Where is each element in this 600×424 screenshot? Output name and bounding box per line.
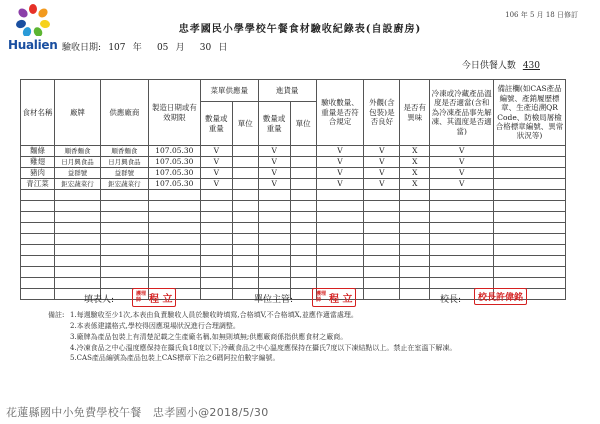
table-row xyxy=(21,168,566,179)
cell-cold: V xyxy=(430,179,494,190)
empty-cell xyxy=(21,190,55,201)
empty-cell xyxy=(290,223,316,234)
footer-watermark: 花蓮縣國中小免費學校午餐 忠孝國小@2018/5/30 xyxy=(6,406,269,419)
empty-cell xyxy=(232,278,258,289)
header-arrival: 進貨量 xyxy=(258,80,316,102)
cell-ingredient: 麵條 xyxy=(21,146,55,157)
date-day: 30 xyxy=(199,43,212,53)
empty-cell xyxy=(148,245,200,256)
empty-cell xyxy=(21,289,55,300)
note-item-2: 2.本表係建議格式,學校得因應現場狀況進行合理調整。 xyxy=(70,321,240,330)
empty-cell xyxy=(400,234,430,245)
empty-cell xyxy=(21,212,55,223)
empty-cell xyxy=(430,245,494,256)
empty-cell xyxy=(316,267,364,278)
empty-cell xyxy=(258,190,290,201)
inspection-table xyxy=(20,79,566,300)
empty-cell xyxy=(430,256,494,267)
cell-cold: V xyxy=(430,157,494,168)
cell-arrival-unit xyxy=(290,146,316,157)
cell-ingredient: 豬肉 xyxy=(21,168,55,179)
cell-arrival-unit xyxy=(290,168,316,179)
cell-odor: X xyxy=(400,146,430,157)
empty-cell xyxy=(21,234,55,245)
meal-count-label: 今日供餐人數 xyxy=(461,61,516,71)
empty-row xyxy=(21,234,566,245)
header-menu-unit: 單位 xyxy=(232,102,258,146)
header-menu-qty: 數量或重量 xyxy=(200,102,232,146)
date-day-unit: 日 xyxy=(218,43,228,53)
document-title: 忠孝國民小學學校午餐食材驗收紀錄表(自設廚房) xyxy=(178,24,422,35)
cell-arrival-unit xyxy=(290,179,316,190)
date-year: 107 xyxy=(108,43,126,53)
empty-cell xyxy=(316,223,364,234)
cell-supplier: 鉅宏蔬菜行 xyxy=(100,179,148,190)
cell-remarks xyxy=(494,146,566,157)
empty-cell xyxy=(148,256,200,267)
empty-cell xyxy=(21,245,55,256)
empty-cell xyxy=(290,212,316,223)
supervisor-stamp-title: 護理師 xyxy=(316,291,327,303)
empty-cell xyxy=(364,256,400,267)
empty-cell xyxy=(290,245,316,256)
empty-cell xyxy=(54,278,100,289)
empty-cell xyxy=(54,223,100,234)
cell-odor: X xyxy=(400,157,430,168)
empty-cell xyxy=(290,234,316,245)
empty-cell xyxy=(54,212,100,223)
cell-supplier: 日月興食品 xyxy=(100,157,148,168)
empty-cell xyxy=(258,234,290,245)
empty-cell xyxy=(364,190,400,201)
empty-cell xyxy=(54,245,100,256)
empty-row xyxy=(21,212,566,223)
empty-row xyxy=(21,201,566,212)
note-item-5: 5.CAS產品編號為產品包裝上CAS標章下治之6碼阿拉伯數字編號。 xyxy=(70,354,280,363)
empty-cell xyxy=(21,201,55,212)
cell-cold: V xyxy=(430,146,494,157)
table-row xyxy=(21,146,566,157)
empty-cell xyxy=(232,223,258,234)
empty-cell xyxy=(364,289,400,300)
empty-cell xyxy=(290,278,316,289)
cell-supplier: 益群號 xyxy=(100,168,148,179)
empty-cell xyxy=(100,234,148,245)
cell-supplier: 順香麵食 xyxy=(100,146,148,157)
cell-date: 107.05.30 xyxy=(148,157,200,168)
header-odor: 是否有異味 xyxy=(400,80,430,146)
empty-cell xyxy=(21,223,55,234)
header-arrival-qty: 數量或重量 xyxy=(258,102,290,146)
empty-cell xyxy=(290,256,316,267)
empty-cell xyxy=(200,289,232,300)
empty-cell xyxy=(21,256,55,267)
cell-brand: 鉅宏蔬菜行 xyxy=(54,179,100,190)
header-ingredient: 食材名稱 xyxy=(21,80,55,146)
empty-cell xyxy=(148,190,200,201)
empty-cell xyxy=(100,278,148,289)
empty-cell xyxy=(100,212,148,223)
empty-cell xyxy=(100,223,148,234)
header-supplier: 供應廠商 xyxy=(100,80,148,146)
empty-cell xyxy=(54,234,100,245)
empty-cell xyxy=(100,245,148,256)
empty-cell xyxy=(494,245,566,256)
table-body xyxy=(21,146,566,300)
cell-meets: V xyxy=(316,146,364,157)
header-brand: 廠牌 xyxy=(54,80,100,146)
cell-date: 107.05.30 xyxy=(148,146,200,157)
cell-appearance: V xyxy=(364,157,400,168)
principal-stamp xyxy=(474,288,527,305)
empty-cell xyxy=(200,267,232,278)
meal-count xyxy=(462,58,540,71)
empty-cell xyxy=(148,223,200,234)
empty-cell xyxy=(148,278,200,289)
empty-cell xyxy=(200,256,232,267)
empty-cell xyxy=(430,278,494,289)
logo-text: Hualien xyxy=(8,38,58,52)
empty-cell xyxy=(316,245,364,256)
principal-label: 校長: xyxy=(440,295,462,305)
cell-remarks xyxy=(494,168,566,179)
empty-cell xyxy=(400,278,430,289)
empty-cell xyxy=(400,245,430,256)
cell-menu-qty: V xyxy=(200,146,232,157)
empty-cell xyxy=(100,267,148,278)
empty-cell xyxy=(54,201,100,212)
empty-cell xyxy=(258,267,290,278)
empty-cell xyxy=(148,234,200,245)
cell-arrival-qty: V xyxy=(258,146,290,157)
empty-cell xyxy=(258,212,290,223)
empty-cell xyxy=(494,201,566,212)
date-label: 驗收日期: xyxy=(62,43,102,53)
empty-row xyxy=(21,278,566,289)
cell-brand: 益群號 xyxy=(54,168,100,179)
cell-menu-unit xyxy=(232,146,258,157)
cell-menu-unit xyxy=(232,179,258,190)
cell-date: 107.05.30 xyxy=(148,168,200,179)
filler-stamp-title: 護理師 xyxy=(136,291,147,303)
header-remarks: 備註欄(如CAS產品編號、產銷履歷標章、生產追溯QR Code、防檢局屠檢合格標章編號、異常狀況等) xyxy=(494,80,566,146)
empty-cell xyxy=(364,223,400,234)
empty-cell xyxy=(200,278,232,289)
empty-cell xyxy=(430,212,494,223)
empty-cell xyxy=(400,212,430,223)
empty-cell xyxy=(21,267,55,278)
empty-cell xyxy=(316,190,364,201)
empty-cell xyxy=(430,234,494,245)
empty-cell xyxy=(54,190,100,201)
cell-menu-unit xyxy=(232,168,258,179)
cell-appearance: V xyxy=(364,146,400,157)
empty-cell xyxy=(364,201,400,212)
note-item-1: 1.每週驗收至少1次,本表由負責驗收人員於驗收時填寫,合格填V,不合格填X,並應作適當處理。 xyxy=(70,311,358,319)
date-month: 05 xyxy=(156,43,169,53)
empty-cell xyxy=(258,278,290,289)
cell-odor: X xyxy=(400,168,430,179)
empty-cell xyxy=(200,190,232,201)
date-year-unit: 年 xyxy=(132,43,142,53)
empty-cell xyxy=(364,278,400,289)
notes-section xyxy=(48,310,568,364)
empty-cell xyxy=(290,190,316,201)
empty-row xyxy=(21,223,566,234)
empty-cell xyxy=(364,267,400,278)
cell-brand: 日月興食品 xyxy=(54,157,100,168)
supervisor-label: 單位主管: xyxy=(254,295,294,305)
cell-arrival-qty: V xyxy=(258,157,290,168)
cell-meets: V xyxy=(316,157,364,168)
empty-cell xyxy=(430,190,494,201)
empty-cell xyxy=(232,256,258,267)
empty-cell xyxy=(232,245,258,256)
header-appearance: 外觀(含包裝)是否良好 xyxy=(364,80,400,146)
empty-cell xyxy=(100,190,148,201)
cell-meets: V xyxy=(316,168,364,179)
empty-cell xyxy=(316,256,364,267)
empty-cell xyxy=(494,212,566,223)
empty-cell xyxy=(21,278,55,289)
empty-cell xyxy=(400,267,430,278)
empty-cell xyxy=(200,212,232,223)
cell-arrival-qty: V xyxy=(258,168,290,179)
empty-cell xyxy=(430,201,494,212)
empty-cell xyxy=(364,245,400,256)
empty-cell xyxy=(232,201,258,212)
header-meets: 驗收數量、重量是否符合規定 xyxy=(316,80,364,146)
cell-arrival-unit xyxy=(290,157,316,168)
empty-cell xyxy=(232,190,258,201)
cell-appearance: V xyxy=(364,168,400,179)
filler-stamp-name: 程 立 xyxy=(149,294,173,305)
cell-remarks xyxy=(494,179,566,190)
header-dates: 製造日期或有效期限 xyxy=(148,80,200,146)
header-menu-supply: 菜單供應量 xyxy=(200,80,258,102)
empty-cell xyxy=(100,256,148,267)
empty-cell xyxy=(400,223,430,234)
empty-cell xyxy=(258,256,290,267)
empty-cell xyxy=(148,212,200,223)
empty-cell xyxy=(200,201,232,212)
table-row xyxy=(21,179,566,190)
supervisor-stamp-name: 程 立 xyxy=(329,294,353,305)
empty-cell xyxy=(258,201,290,212)
empty-cell xyxy=(494,234,566,245)
empty-cell xyxy=(232,212,258,223)
note-item-3: 3.廠牌為產品包裝上有清楚記載之生產廠名稱,如無則填無;供應廠商係指供應食材之廠商。 xyxy=(70,332,348,341)
empty-cell xyxy=(364,234,400,245)
header-arrival-unit: 單位 xyxy=(290,102,316,146)
empty-row xyxy=(21,245,566,256)
empty-cell xyxy=(494,223,566,234)
empty-cell xyxy=(200,234,232,245)
empty-cell xyxy=(400,289,430,300)
date-month-unit: 月 xyxy=(175,43,185,53)
cell-date: 107.05.30 xyxy=(148,179,200,190)
empty-cell xyxy=(54,267,100,278)
empty-cell xyxy=(494,190,566,201)
filler-label: 填表人: xyxy=(84,295,115,305)
cell-meets: V xyxy=(316,179,364,190)
cell-appearance: V xyxy=(364,179,400,190)
cell-arrival-qty: V xyxy=(258,179,290,190)
cell-brand: 順香麵食 xyxy=(54,146,100,157)
empty-cell xyxy=(54,256,100,267)
cell-cold: V xyxy=(430,168,494,179)
empty-row xyxy=(21,190,566,201)
empty-cell xyxy=(232,267,258,278)
empty-cell xyxy=(494,278,566,289)
meal-count-value: 430 xyxy=(522,61,540,71)
empty-cell xyxy=(494,267,566,278)
cell-menu-unit xyxy=(232,157,258,168)
empty-cell xyxy=(316,278,364,289)
notes-prefix: 備註: xyxy=(48,311,65,319)
revision-date: 106 年 5 月 18 日修訂 xyxy=(505,11,578,19)
empty-cell xyxy=(232,234,258,245)
filler-stamp xyxy=(132,288,176,307)
empty-cell xyxy=(290,201,316,212)
inspection-date xyxy=(62,40,227,53)
empty-cell xyxy=(258,245,290,256)
note-item-4: 4.冷凍食品之中心溫度應保持在攝氏負18度以下;冷藏食品之中心溫度應保持在攝氏7度以下凍結點以上。禁止在室溫下解凍。 xyxy=(70,343,457,352)
header-cold-chain: 冷凍或冷藏產品溫度是否適當(含和為冷凍產品事先解凍、其溫度是否適當) xyxy=(430,80,494,146)
empty-cell xyxy=(316,234,364,245)
empty-row xyxy=(21,256,566,267)
cell-menu-qty: V xyxy=(200,168,232,179)
principal-stamp-name: 校長許偉銘 xyxy=(478,293,524,303)
cell-menu-qty: V xyxy=(200,179,232,190)
empty-cell xyxy=(430,223,494,234)
empty-cell xyxy=(258,223,290,234)
cell-menu-qty: V xyxy=(200,157,232,168)
cell-ingredient: 雞翅 xyxy=(21,157,55,168)
empty-cell xyxy=(200,223,232,234)
empty-cell xyxy=(316,212,364,223)
empty-cell xyxy=(400,201,430,212)
table-row xyxy=(21,157,566,168)
empty-cell xyxy=(148,267,200,278)
cell-ingredient: 青江菜 xyxy=(21,179,55,190)
supervisor-stamp xyxy=(312,288,356,307)
empty-row xyxy=(21,267,566,278)
empty-cell xyxy=(400,190,430,201)
empty-cell xyxy=(148,201,200,212)
empty-cell xyxy=(364,212,400,223)
cell-odor: X xyxy=(400,179,430,190)
cell-remarks xyxy=(494,157,566,168)
empty-cell xyxy=(316,201,364,212)
empty-cell xyxy=(290,267,316,278)
empty-cell xyxy=(494,256,566,267)
empty-cell xyxy=(100,201,148,212)
empty-cell xyxy=(400,256,430,267)
empty-cell xyxy=(200,245,232,256)
empty-cell xyxy=(430,267,494,278)
